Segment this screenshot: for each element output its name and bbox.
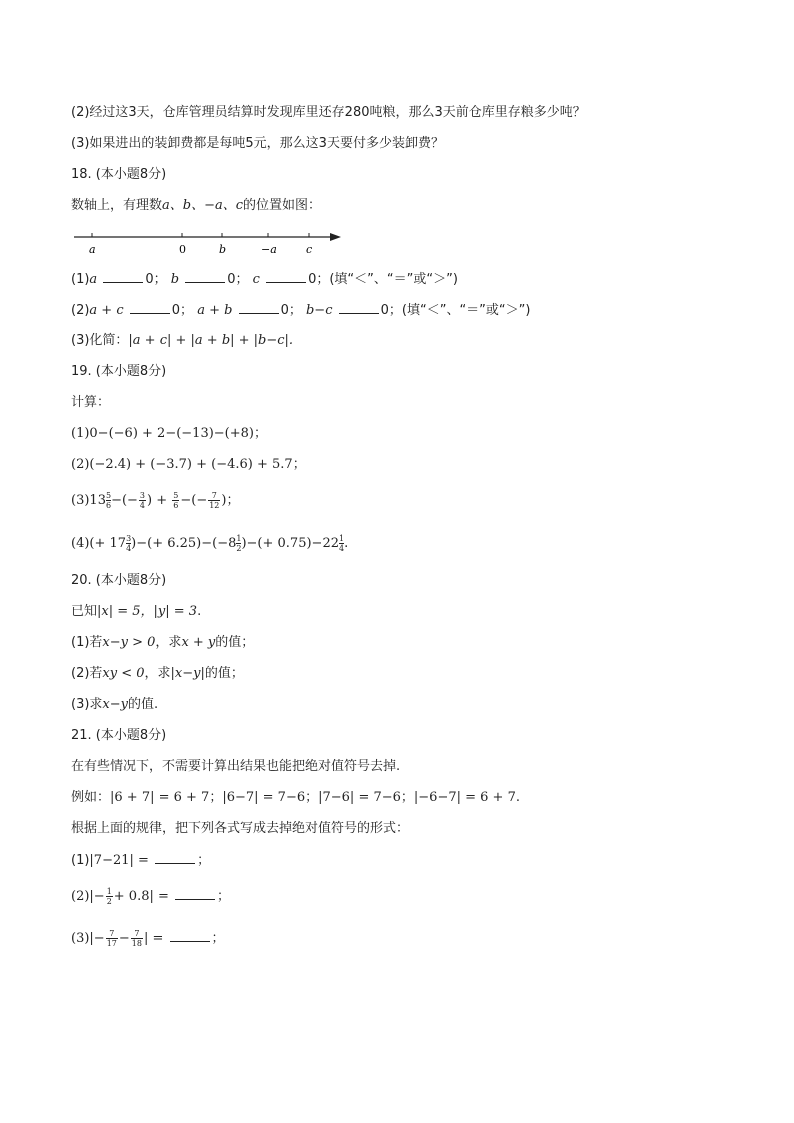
q20-heading: 20. (本小题8分) [71, 573, 167, 588]
fraction: $\frac{3}{4}$ [139, 491, 146, 510]
fraction: $\frac{7}{17}$ [106, 929, 117, 948]
answer-blank[interactable] [239, 301, 279, 314]
label-c: c [306, 243, 313, 256]
q21-part1: (1)|7−21| = ； [71, 853, 211, 868]
answer-blank[interactable] [266, 270, 306, 283]
label-b: b [219, 243, 227, 256]
label-0: 0 [179, 243, 186, 256]
q20-part3: (3)求x−y的值. [71, 697, 159, 712]
q18-intro: 数轴上，有理数a、b、−a、c的位置如图： [71, 198, 322, 213]
q18-part2: (2)a + c 0； a + b 0； b−c 0；(填“＜”、“＝”或“＞”) [71, 303, 531, 318]
number-line-arrow [330, 233, 341, 241]
fraction: $\frac{5}{6}$ [105, 491, 112, 510]
q19-part2: (2)(−2.4) + (−3.7) + (−4.6) + 5.7； [71, 457, 306, 472]
q19-heading: 19. (本小题8分) [71, 364, 167, 379]
q21-heading: 21. (本小题8分) [71, 728, 167, 743]
answer-blank[interactable] [185, 270, 225, 283]
q20-given: 已知|x| = 5，|y| = 3. [71, 604, 202, 619]
q21-instruction: 根据上面的规律，把下列各式写成去掉绝对值符号的形式： [71, 821, 410, 836]
fraction: $\frac{5}{6}$ [173, 491, 179, 510]
q17-part3: (3)如果进出的装卸费都是每吨5元，那么这3天要付多少装卸费？ [71, 136, 444, 151]
q19-intro: 计算： [71, 395, 111, 410]
label-a: a [89, 243, 96, 256]
fraction: $\frac{1}{2}$ [236, 534, 242, 553]
q21-part2: (2)|− $\frac{1}{2}$ + 0.8| = ； [71, 887, 231, 906]
answer-blank[interactable] [175, 887, 215, 900]
q19-part4: (4)(+ 17 $\frac{3}{4}$ )−(+ 6.25)−(−8 $\frac{1}{2}$ )−(+ 0.75)−22 $\frac{1}{4}$ . [71, 534, 349, 553]
q19-part1: (1)0−(−6) + 2−(−13)−(+8)； [71, 426, 267, 441]
answer-blank[interactable] [170, 929, 210, 942]
fraction: $\frac{7}{18}$ [131, 929, 142, 948]
answer-blank[interactable] [339, 301, 379, 314]
q20-part2: (2)若xy < 0，求|x−y|的值； [71, 666, 244, 681]
q20-part1: (1)若x−y > 0，求x + y的值； [71, 635, 255, 650]
fraction: $\frac{1}{2}$ [106, 887, 112, 906]
number-line [71, 226, 351, 260]
answer-blank[interactable] [103, 270, 143, 283]
q21-part3: (3)|− $\frac{7}{17}$ − $\frac{7}{18}$ | = ； [71, 929, 225, 948]
q18-part1: (1)a 0； b 0； c 0；(填“＜”、“＝”或“＞”) [71, 272, 458, 287]
label-neg-a: −a [261, 243, 277, 256]
answer-blank[interactable] [155, 851, 195, 864]
q21-example: 例如：|6 + 7| = 6 + 7；|6−7| = 7−6；|7−6| = 7−6；|−6−7| = 6 + 7. [71, 790, 520, 805]
q19-part3: (3)13 $\frac{5}{6}$ −(− $\frac{3}{4}$ ) + $\frac{5}{6}$ −(− $\frac{7}{12}$ )； [71, 491, 240, 510]
fraction: $\frac{7}{12}$ [209, 491, 220, 510]
q18-heading: 18. (本小题8分) [71, 167, 167, 182]
fraction: $\frac{1}{4}$ [338, 534, 345, 553]
q18-part3: (3)化简：|a + c| + |a + b| + |b−c|. [71, 333, 294, 348]
answer-blank[interactable] [130, 301, 170, 314]
q21-intro: 在有些情况下，不需要计算出结果也能把绝对值符号去掉. [71, 759, 401, 774]
fraction: $\frac{3}{4}$ [126, 534, 132, 553]
q17-part2: (2)经过这3天，仓库管理员结算时发现库里还存280吨粮，那么3天前仓库里存粮多少吨？ [71, 105, 586, 120]
